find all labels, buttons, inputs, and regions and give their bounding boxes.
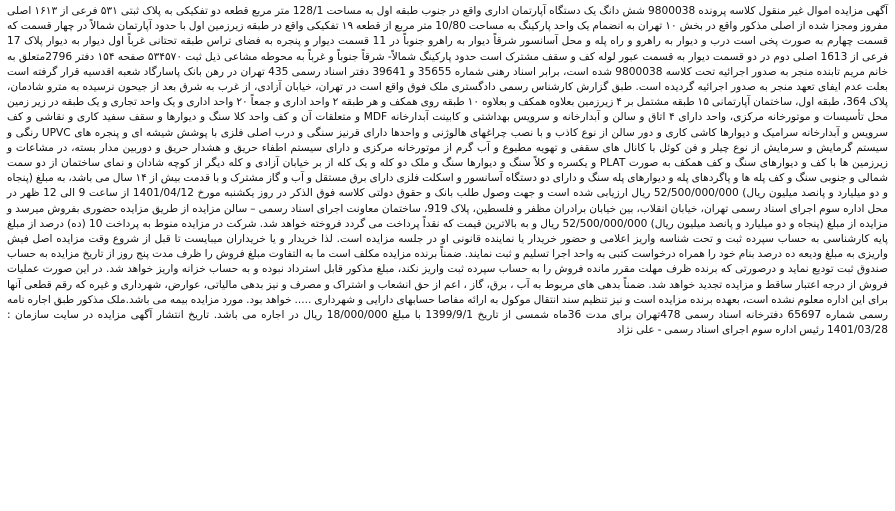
auction-notice-text: آگهی مزایده اموال غیر منقول کلاسه پرونده 9800038 شش دانگ یک دستگاه آپارتمان اداری واقع در جنوب طبقه اول به مساحت 128/1 متر مربع قطعه دو تفکیکی به پلاک ثبتی ۵۳۱ فرعی از ۱۶۱۳ اصلی مفروز ومجزا شده از اصلی مذکور واقع در بخش ۱۰ تهران به انضمام یک واحد پارکینگ به مساحت 10/80 متر مربع از قطعه ۱۹ تفکیکی واقع در طبقه زیرزمین اول با حدود آپارتمان شمالاً در چهار قسمت که قسمت چهارم به صورت پخی است درب و دیوار به راهرو و راه پله و محل آسانسور شرقاً دیوار به راهرو جنوباً در 11 قسمت دیوار و پنجره به فضای تراس طبقه تحتانی غرباً اول دیوار به دیوار پلاک 17 فرعی از 1613 اصلی دوم در دو قسمت دیوار به قسمت عبور لوله کف و سقف مشترک است حدود پارکینگ شمالاً- شرقاً جنوباً و غرباً به محوطه مشاعی ذیل ثبت ۵۳۴۵۷۰ صفحه ۱۵۴ دفتر 2796متعلق به خانم مریم تابنده منجر به صدور اجرائیه تحت کلاسه 9800038 شده است، برابر اسناد رهنی شماره 35655 و 39641 دفتر اسناد رسمی 435 تهران در رهن بانک پاسارگاد شعبه اقدسیه قرار گرفته است بعلت عدم ایفای تعهد منجر به صدور اجرائیه گردیده است. طبق گزارش کارشناس رسمی دادگستری ملک فوق واقع است در تهران، خیابان آزادی، از غرب به شرق بعد از جیحون نرسیده به مترو شادمان، پلاک 364، طبقه اول، ساختمان آپارتمانی ۱۵ طبقه مشتمل بر ۴ زیرزمین بعلاوه همکف و بعلاوه ۱۰ طبقه روی همکف و هر طبقه ۲ واحد اداری و جمعاً ۲۰ واحد اداری و یک واحد تجاری و یک طبقه در زیر زمین محل تأسیسات و موتورخانه مرکزی، واحد دارای ۴ اتاق و سالن و آبدارخانه و سرویس بهداشتی و کابینت آبدارخانه MDF و متعلقات آن و کف واحد کلا سنگ و دیوارها و سقف سفید کاری و نقاشی و کف سرویس و آبدارخانه سرامیک و دیوارها کاشی کاری و دور سالن از نوع کاذب و با نصب چراغهای هالوژنی و واحدها دارای قرنیز سنگی و درب اصلی فلزی با پوشش شیشه ای و پنجره های UPVC رنگی و سیستم گرمایش و سرمایش از نوع چیلر و فن کوئل با کانال های سقفی و تهویه مطبوع و آب گرم از موتورخانه مرکزی و دارای سیستم اطفاء حریق و هشدار حریق و دوربین مدار بسته، در مشاعات و زیرزمین ها با کف و دیوارهای سنگ و کف همکف به صورت PLAT و یکسره و کلاً سنگ و دیوارها سنگ و ملک دو کله و یک کله از بر خیابان آزادی و کله دیگر از کوچه شادان و نمای ساختمان از دو سمت شمالی و جنوبی سنگ و کف پله ها و پاگردهای پله و دیوارهای پله سنگ و دارای دو دستگاه آسانسور و اسکلت فلزی دارای برق مستقل و آب و گاز مشترک و با قدمت بیش از ۱۴ سال می باشد، به مبلغ (پنجاه و دو میلیارد و پانصد میلیون ریال) 52/500/000/000 ریال ارزیابی شده است و جهت وصول طلب بانک و حقوق دولتی کلاسه فوق الذکر در روز یکشنبه مورخ 1401/04/12 از ساعت 9 الی 12 ظهر در محل اداره سوم اجرای اسناد رسمی تهران، خیابان انقلاب، بین خیابان برادران مظفر و فلسطین، پلاک 919، ساختمان معاونت اجرای اسناد رسمی – سالن مزایده از طریق مزایده حضوری بفروش میرسد و مزایده از مبلغ (پنجاه و دو میلیارد و پانصد میلیون ریال) 52/500/000/000 ریال و به بالاترین قیمت که نقداً پرداخت می گردد فروخته خواهد شد. شرکت در مزایده منوط به پرداخت 10 (ده) درصد از مبلغ پایه کارشناسی به حساب سپرده ثبت و تحت شناسه واریز اعلامی و حضور خریدار یا نماینده قانونی او در جلسه مزایده است. لذا خریدار و یا خریداران میبایست تا قبل از شروع وقت مزایده اصل فیش واریزی به مبلغ ودیعه ده درصد بنام خود را همراه درخواست کتبی به واحد اجرا تسلیم و ثبت نمایند. ضمناً برنده مزایده مکلف است ما به التفاوت مبلغ فروش را ظرف مدت پنج روز از تاریخ مزایده به حساب صندوق ثبت تودیع نماید و درصورتی که برنده ظرف مهلت مقرر مانده فروش را به حساب سپرده ثبت واریز نکند، مبلغ مذکور قابل استرداد نبوده و به حساب خزانه واریز خواهد شد. در این صورت عملیات فروش از درجه اعتبار ساقط و مزایده تجدید خواهد شد. ضمناً بدهی های مربوط به آب ، برق، گاز ، اعم از حق انشعاب و اشتراک و مصرف و نیز بدهی مالیاتی، عوارض، شهرداری و غیره که رقم قطعی آنها برای این اداره معلوم نشده است، بعهده برنده مزایده است و نیز تنظیم سند انتقال موکول به ارائه مفاصا حسابهای دارایی و شهرداری ..... خواهد بود. مورد مزایده بیمه می باشد.ملک مذکور طبق اجاره نامه رسمی شماره 65697 دفترخانه اسناد رسمی 478تهران برای مدت 36ماه شمسی از تاریخ 1399/9/1 با مبلغ 18/000/000 ریال در اجاره می باشد. تاریخ انتشار آگهی مزایده در سایت سازمان : 1401/03/28 رئیس اداره سوم اجرای اسناد رسمی - علی نژاد xyxy=(7,5,889,337)
